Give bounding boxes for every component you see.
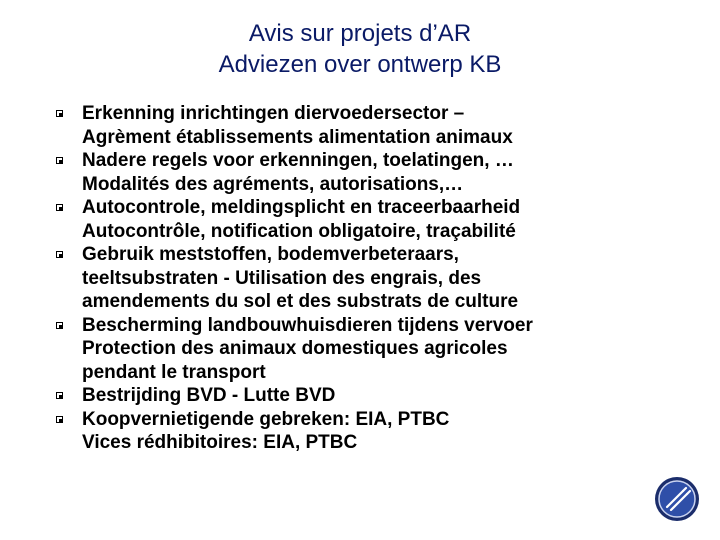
square-bullet-icon bbox=[56, 322, 63, 329]
bullet-item bbox=[56, 196, 696, 243]
bullet-text-line: Erkenning inrichtingen diervoedersector – bbox=[82, 103, 465, 124]
bullet-item bbox=[56, 314, 696, 385]
bullet-text-line: Autocontrôle, notification obligatoire, traçabilité bbox=[82, 220, 516, 242]
bullet-list bbox=[56, 102, 696, 455]
bullet-item bbox=[56, 149, 696, 196]
square-bullet-icon bbox=[56, 251, 63, 258]
bullet-text-line: Bescherming landbouwhuisdieren tijdens vervoer bbox=[82, 314, 533, 336]
bullet-item bbox=[56, 243, 696, 314]
bullet-text-line: Bestrijding BVD - Lutte BVD bbox=[82, 385, 336, 406]
bullet-item bbox=[56, 384, 696, 408]
square-bullet-icon bbox=[56, 392, 63, 399]
title-line-french: Avis sur projets d’AR bbox=[248, 20, 472, 47]
bullet-item bbox=[56, 408, 696, 455]
fork-knife-circle-icon bbox=[654, 476, 700, 522]
bullet-text-line: teeltsubstraten - Utilisation des engrais, des bbox=[82, 267, 482, 289]
bullet-text-line: Vices rédhibitoires: EIA, PTBC bbox=[82, 432, 358, 453]
square-bullet-icon bbox=[56, 416, 63, 423]
title-line-dutch: Adviezen over ontwerp KB bbox=[218, 51, 502, 78]
slide-title bbox=[0, 18, 720, 80]
square-bullet-icon bbox=[56, 204, 63, 211]
bullet-text-line: Nadere regels voor erkenningen, toelatingen, … bbox=[82, 150, 514, 171]
square-bullet-icon bbox=[56, 110, 63, 117]
square-bullet-icon bbox=[56, 157, 63, 164]
bullet-text-line: Koopvernietigende gebreken: EIA, PTBC bbox=[82, 408, 450, 430]
bullet-text-line: Agrèment établissements alimentation animaux bbox=[82, 126, 513, 148]
bullet-text-line: pendant le transport bbox=[82, 361, 266, 383]
logo bbox=[654, 476, 700, 522]
bullet-text-line: Modalités des agréments, autorisations,… bbox=[82, 173, 464, 195]
bullet-text-line: Protection des animaux domestiques agricoles bbox=[82, 338, 508, 359]
bullet-item bbox=[56, 102, 696, 149]
bullet-text-line: Gebruik meststoffen, bodemverbeteraars, bbox=[82, 244, 459, 265]
bullet-text-line: Autocontrole, meldingsplicht en traceerbaarheid bbox=[82, 197, 521, 218]
bullet-text-line: amendements du sol et des substrats de culture bbox=[82, 291, 519, 312]
